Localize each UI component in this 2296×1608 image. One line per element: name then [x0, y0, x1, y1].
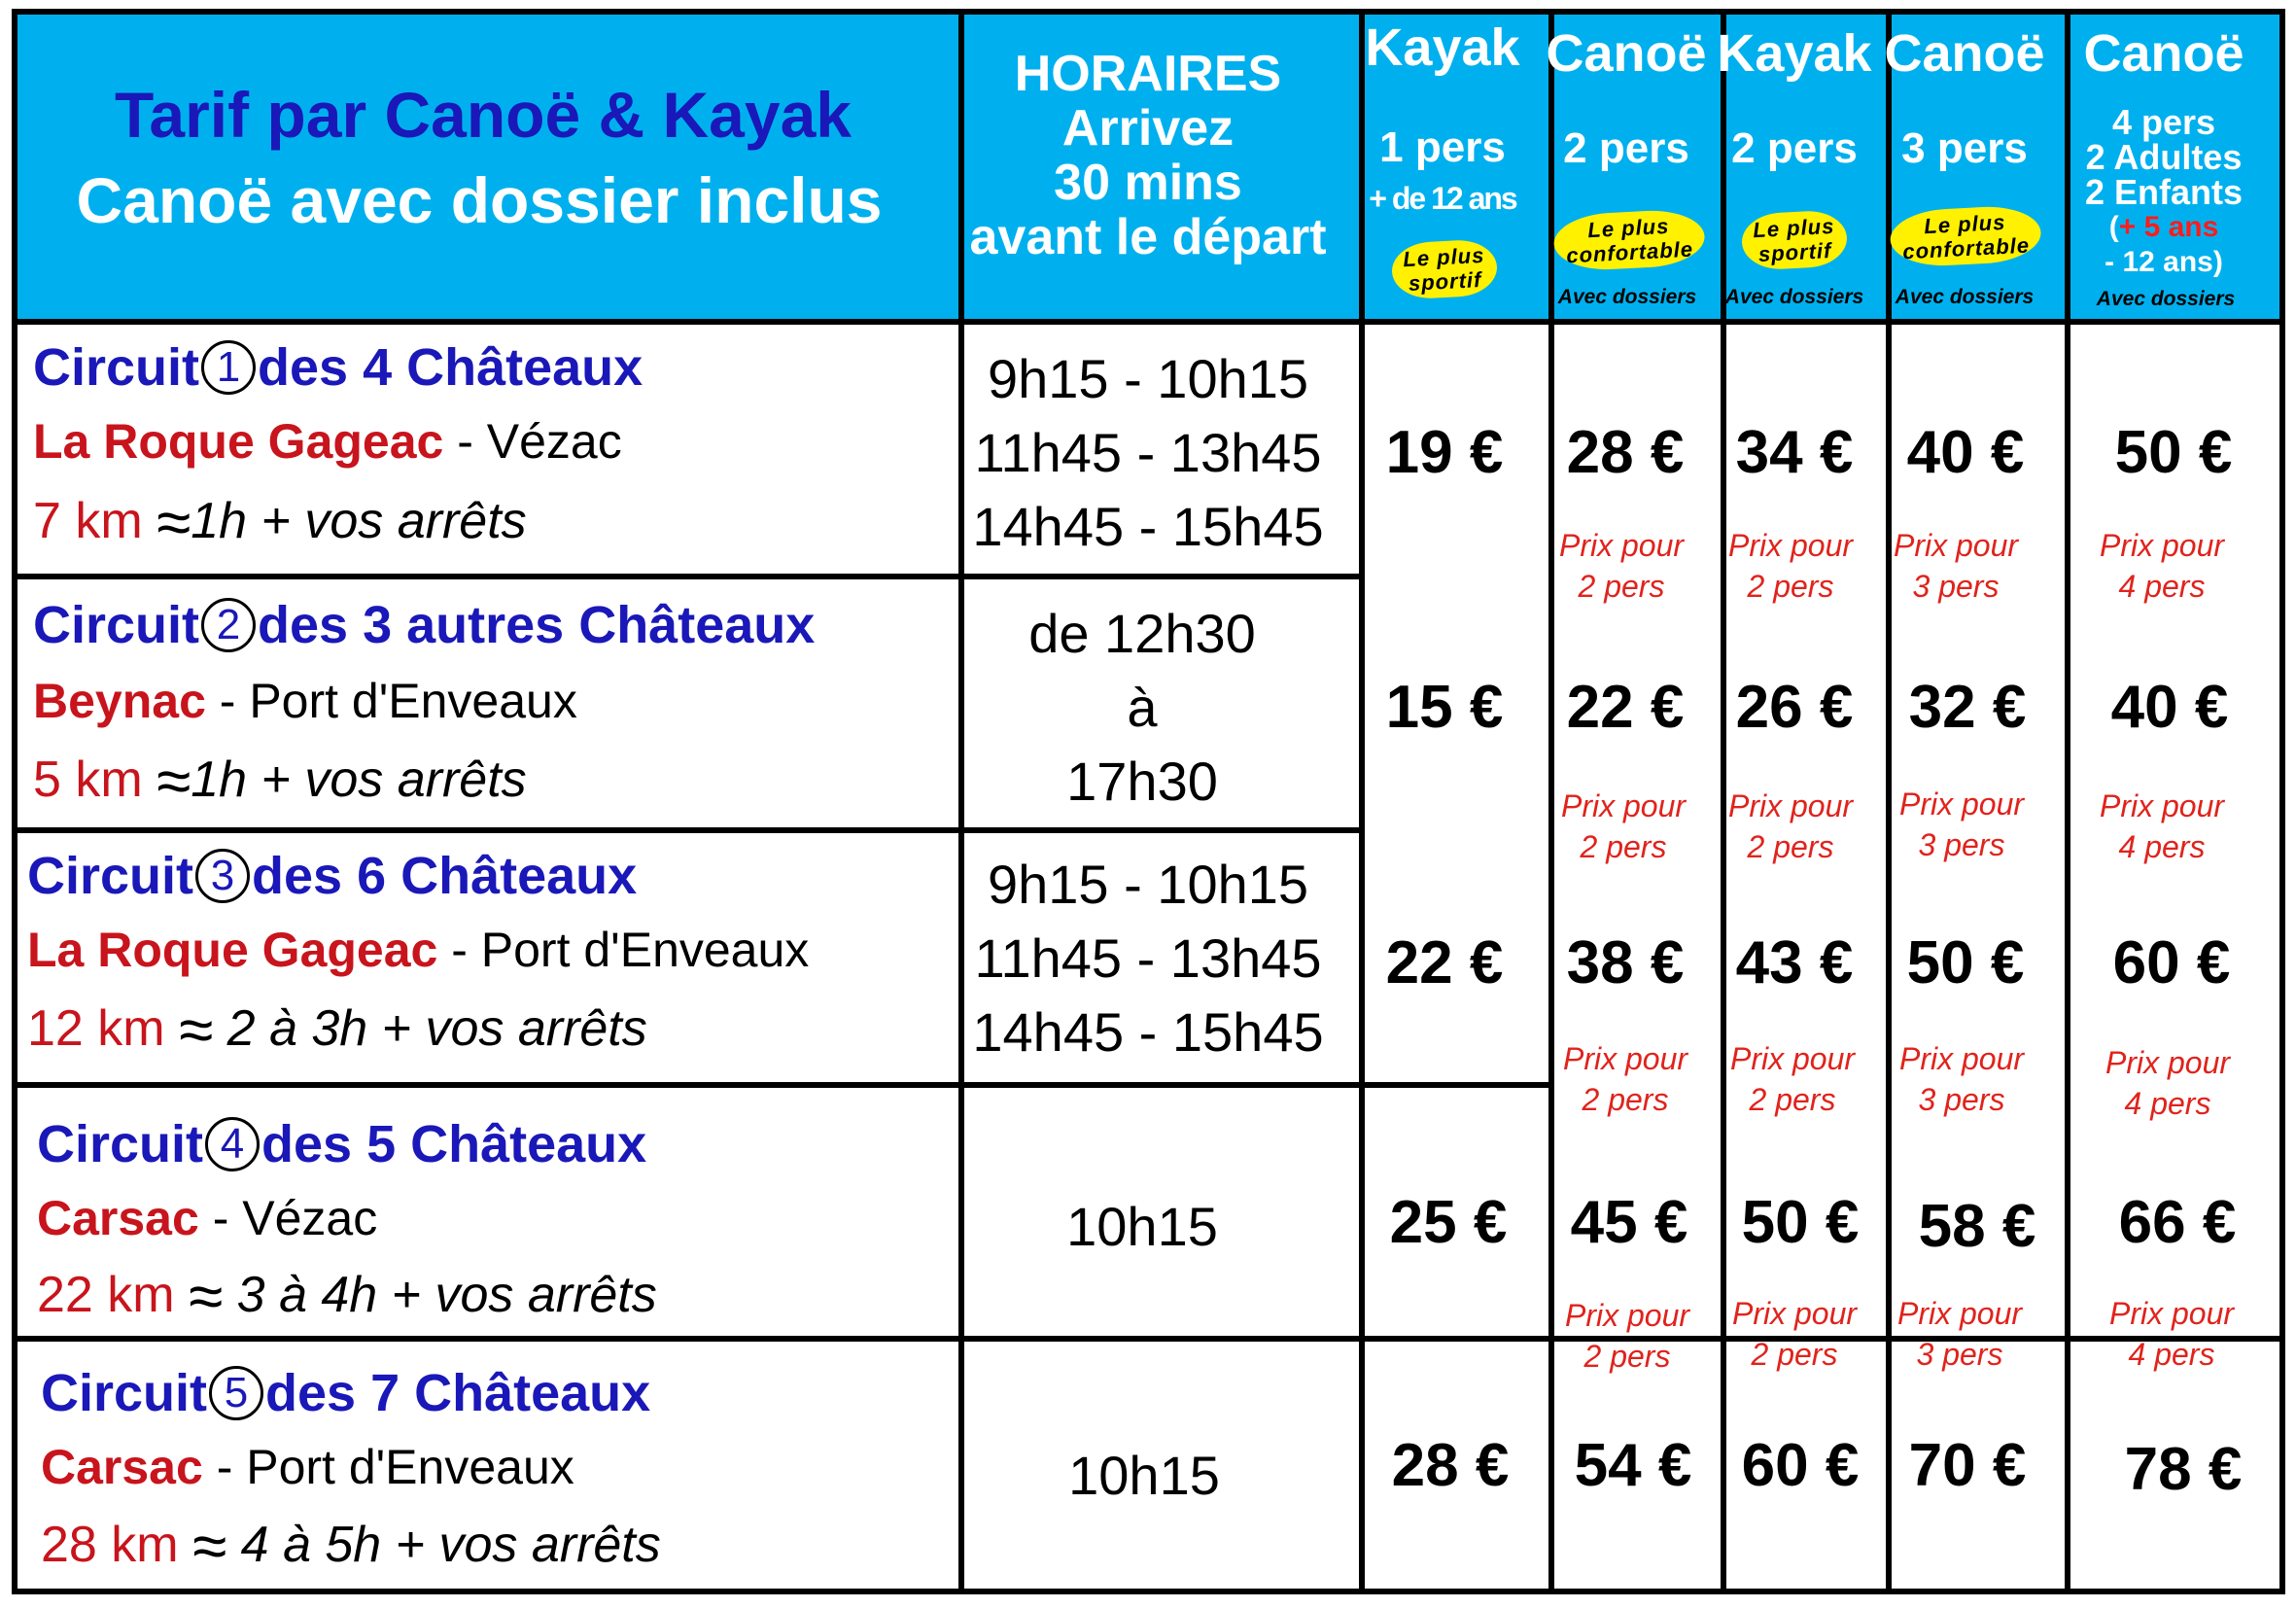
col-canoe4-age-max: - 12 ans)	[2105, 246, 2223, 278]
price-note-line: 4 pers	[2124, 1086, 2211, 1121]
price-r2-canoe2: 22 €	[1566, 674, 1685, 741]
price-r1-canoe4: 50 €	[2114, 419, 2233, 486]
col-canoe4-pers: 4 pers	[2111, 102, 2216, 142]
price-note-line: 2 pers	[1747, 569, 1834, 604]
price-note	[1732, 1293, 1857, 1375]
horaires-line: avant le départ	[969, 209, 1327, 265]
price-note-line: Prix pour	[1562, 1041, 1688, 1076]
badge-line: Le plus	[1586, 213, 1670, 243]
price-note-line: 2 pers	[1749, 1082, 1836, 1117]
circuit-number: 4	[205, 1117, 260, 1171]
grid-line	[2065, 15, 2070, 1589]
col-kayak1-type: Kayak	[1365, 18, 1520, 77]
approx-icon: ≈	[192, 1511, 227, 1581]
circuit-1-title	[33, 337, 643, 398]
grid-line	[1359, 15, 1365, 1589]
page-subtitle: Canoë avec dossier inclus	[76, 164, 883, 236]
avec-dossiers-note: Avec dossiers	[1895, 286, 2035, 308]
price-note	[2100, 786, 2224, 867]
price-note-line: 3 pers	[1918, 1082, 2005, 1117]
price-note-line: Prix pour	[1729, 1041, 1856, 1076]
price-note-line: Prix pour	[1727, 788, 1854, 823]
circuit-5-route	[41, 1439, 574, 1495]
circuit-2-title	[33, 595, 815, 655]
badge-line: confortable	[1565, 236, 1694, 268]
col-canoe4-line: 2 Enfants	[2084, 172, 2244, 212]
price-note-line: 4 pers	[2128, 1337, 2215, 1372]
start-place: La Roque Gageac	[33, 414, 444, 469]
price-r3-kayak2: 43 €	[1735, 929, 1854, 996]
badge-line: sportif	[1757, 238, 1832, 266]
col-canoe4-type: Canoë	[2083, 24, 2244, 83]
km: 28 km	[41, 1517, 193, 1573]
circuit-5-schedule	[1068, 1439, 1220, 1513]
price-note-line: 2 pers	[1582, 1082, 1669, 1117]
price-r4-kayak1: 25 €	[1389, 1189, 1508, 1256]
duration: 1h + vos arrêts	[191, 493, 527, 549]
circuit-2-schedule	[1028, 597, 1256, 819]
price-note	[2105, 1042, 2230, 1124]
price-r3-canoe3: 50 €	[1906, 929, 2025, 996]
badge-sportif	[1391, 238, 1499, 300]
grid-line	[1548, 15, 1554, 1589]
col-canoe4-age	[2085, 210, 2243, 245]
col-kayak2-type: Kayak	[1717, 24, 1872, 83]
circuit-2-route	[33, 673, 577, 729]
price-note	[2100, 525, 2224, 607]
grid-line	[17, 574, 1365, 579]
duration: 1h + vos arrêts	[191, 752, 527, 808]
badge-line: sportif	[1408, 267, 1482, 296]
price-r5-kayak1: 28 €	[1391, 1432, 1510, 1499]
time-slot: 14h45 - 15h45	[972, 1001, 1324, 1063]
start-place: Carsac	[41, 1440, 203, 1494]
price-note-line: Prix pour	[1564, 1298, 1690, 1333]
end-place: - Vézac	[198, 1191, 378, 1245]
price-note-line: 2 pers	[1747, 829, 1834, 864]
price-r5-canoe2: 54 €	[1574, 1432, 1692, 1499]
approx-icon: ≈	[157, 487, 191, 557]
price-note	[1897, 1293, 2022, 1375]
grid-line	[958, 15, 964, 1589]
price-note	[1561, 786, 1686, 867]
circuit-label: Circuit	[33, 596, 200, 654]
start-place: Carsac	[37, 1191, 199, 1245]
circuit-number: 5	[209, 1366, 263, 1420]
price-r1-kayak1: 19 €	[1385, 419, 1504, 486]
circuit-2-distance	[33, 745, 527, 817]
circuit-name: des 4 Châteaux	[258, 338, 644, 397]
horaires-header	[969, 47, 1326, 264]
circuit-4-route	[37, 1190, 377, 1246]
price-r4-canoe4: 66 €	[2118, 1189, 2237, 1256]
price-note-line: Prix pour	[1727, 528, 1854, 563]
circuit-5-title	[41, 1363, 650, 1423]
badge-line: confortable	[1901, 232, 2031, 264]
km: 7 km	[33, 493, 157, 549]
avec-dossiers-note: Avec dossiers	[1557, 286, 1697, 308]
avec-dossiers-note: Avec dossiers	[1724, 286, 1864, 308]
end-place: - Port d'Enveaux	[205, 674, 577, 728]
price-r2-canoe4: 40 €	[2110, 674, 2229, 741]
circuit-3-title	[27, 846, 637, 906]
grid-line	[1886, 15, 1892, 1589]
badge-sportif	[1741, 209, 1849, 271]
circuit-name: des 7 Châteaux	[265, 1364, 651, 1422]
price-r3-canoe4: 60 €	[2112, 929, 2231, 996]
price-note	[2109, 1293, 2234, 1375]
time-slot: 9h15 - 10h15	[987, 854, 1309, 915]
price-note-line: Prix pour	[1731, 1296, 1858, 1331]
price-r2-kayak1: 15 €	[1385, 674, 1504, 741]
price-note-line: Prix pour	[2105, 1045, 2231, 1080]
price-note-line: 3 pers	[1916, 1337, 2003, 1372]
time-slot: 10h15	[1068, 1445, 1220, 1506]
circuit-1-route	[33, 413, 622, 470]
avec-dossiers-note: Avec dossiers	[2096, 288, 2236, 310]
price-r3-kayak1: 22 €	[1385, 929, 1504, 996]
price-r1-canoe2: 28 €	[1566, 419, 1685, 486]
price-note	[1899, 784, 2024, 865]
price-note-line: 2 pers	[1751, 1337, 1838, 1372]
end-place: - Port d'Enveaux	[202, 1440, 574, 1494]
price-note-line: 2 pers	[1578, 569, 1665, 604]
start-place: Beynac	[33, 674, 206, 728]
price-note-line: Prix pour	[1558, 528, 1685, 563]
circuit-label: Circuit	[27, 847, 194, 905]
price-note-line: Prix pour	[1898, 787, 2025, 821]
horaires-line: Arrivez	[1061, 100, 1235, 157]
badge-line: Le plus	[1923, 209, 2006, 239]
duration: 2 à 3h + vos arrêts	[213, 1000, 647, 1057]
price-r1-kayak2: 34 €	[1735, 419, 1854, 486]
circuit-label: Circuit	[33, 338, 200, 397]
grid-line	[1721, 15, 1726, 1589]
time-slot: 11h45 - 13h45	[974, 927, 1322, 989]
price-note-line: 2 pers	[1580, 829, 1667, 864]
circuit-3-route	[27, 922, 809, 978]
end-place: - Vézac	[443, 414, 622, 469]
price-r5-canoe4: 78 €	[2124, 1436, 2243, 1503]
km: 5 km	[33, 752, 157, 808]
age-min: + 5 ans	[2118, 211, 2219, 243]
col-kayak1-pers: 1 pers	[1379, 123, 1506, 171]
circuit-4-schedule	[1066, 1190, 1218, 1264]
price-note	[1559, 525, 1684, 607]
price-note-line: 3 pers	[1912, 569, 2000, 604]
col-canoe2-type: Canoë	[1546, 24, 1707, 83]
circuit-1-schedule	[972, 342, 1323, 564]
price-note-line: Prix pour	[1896, 1296, 2023, 1331]
price-note	[1730, 1038, 1855, 1120]
circuit-number: 2	[201, 598, 256, 652]
circuit-name: des 5 Châteaux	[261, 1115, 647, 1173]
horaires-line: 30 mins	[1054, 155, 1242, 211]
badge-line: Le plus	[1402, 242, 1485, 272]
price-note-line: 4 pers	[2118, 829, 2206, 864]
price-r3-canoe2: 38 €	[1566, 929, 1685, 996]
circuit-number: 3	[195, 849, 250, 903]
price-note	[1894, 525, 2018, 607]
grid-line	[17, 319, 2279, 325]
price-r4-canoe2: 45 €	[1570, 1189, 1688, 1256]
start-place: La Roque Gageac	[27, 923, 438, 977]
col-canoe4-details	[2084, 102, 2244, 280]
price-note-line: Prix pour	[2099, 788, 2225, 823]
circuit-3-distance	[27, 994, 647, 1066]
col-canoe4-line: 2 Adultes	[2085, 137, 2243, 177]
price-note-line: 2 pers	[1583, 1339, 1671, 1374]
col-canoe3-pers: 3 pers	[1901, 124, 2028, 172]
circuit-name: des 6 Châteaux	[252, 847, 638, 905]
price-note-line: Prix pour	[2099, 528, 2225, 563]
price-note	[1565, 1295, 1689, 1377]
col-kayak2-pers: 2 pers	[1731, 124, 1858, 172]
duration: 4 à 5h + vos arrêts	[226, 1517, 661, 1573]
price-note-line: 4 pers	[2118, 569, 2206, 604]
price-note	[1899, 1038, 2024, 1120]
circuit-label: Circuit	[41, 1364, 208, 1422]
time-slot: à	[1127, 677, 1158, 738]
time-slot: 17h30	[1066, 751, 1218, 812]
price-note	[1728, 525, 1853, 607]
approx-icon: ≈	[189, 1261, 224, 1331]
duration: 3 à 4h + vos arrêts	[223, 1267, 657, 1323]
circuit-4-title	[37, 1114, 646, 1174]
page-title: Tarif par Canoë & Kayak	[114, 79, 852, 151]
col-canoe3-type: Canoë	[1884, 24, 2045, 83]
grid-line	[17, 827, 1365, 833]
circuit-4-distance	[37, 1260, 657, 1332]
price-note	[1563, 1038, 1687, 1120]
time-slot: de 12h30	[1028, 603, 1256, 664]
age-open: (	[2108, 211, 2119, 243]
time-slot: 14h45 - 15h45	[972, 496, 1324, 557]
price-r4-kayak2: 50 €	[1741, 1189, 1860, 1256]
price-note	[1728, 786, 1853, 867]
km: 12 km	[27, 1000, 180, 1057]
price-note-line: Prix pour	[1898, 1041, 2025, 1076]
price-note-line: 3 pers	[1918, 827, 2005, 862]
circuit-1-distance	[33, 486, 527, 558]
badge-line: Le plus	[1752, 213, 1835, 243]
time-slot: 11h45 - 13h45	[974, 422, 1322, 483]
price-note-line: Prix pour	[1893, 528, 2019, 563]
price-r1-canoe3: 40 €	[1906, 419, 2025, 486]
price-note-line: Prix pour	[1560, 788, 1687, 823]
price-note-line: Prix pour	[2108, 1296, 2235, 1331]
end-place: - Port d'Enveaux	[437, 923, 810, 977]
price-r5-canoe3: 70 €	[1908, 1432, 2027, 1499]
circuit-5-distance	[41, 1510, 661, 1582]
time-slot: 9h15 - 10h15	[987, 348, 1309, 409]
km: 22 km	[37, 1267, 190, 1323]
circuit-3-schedule	[972, 848, 1323, 1069]
circuit-label: Circuit	[37, 1115, 204, 1173]
horaires-line: HORAIRES	[1014, 46, 1282, 102]
price-r2-kayak2: 26 €	[1735, 674, 1854, 741]
price-r4-canoe3: 58 €	[1918, 1193, 2036, 1260]
time-slot: 10h15	[1066, 1196, 1218, 1257]
price-r5-kayak2: 60 €	[1741, 1432, 1860, 1499]
approx-icon: ≈	[179, 995, 214, 1065]
col-kayak1-age: + de 12 ans	[1369, 181, 1516, 216]
circuit-number: 1	[201, 340, 256, 395]
approx-icon: ≈	[157, 746, 191, 816]
grid-line	[17, 1082, 1554, 1088]
circuit-name: des 3 autres Châteaux	[258, 596, 816, 654]
col-canoe2-pers: 2 pers	[1563, 124, 1689, 172]
price-r2-canoe3: 32 €	[1908, 674, 2027, 741]
